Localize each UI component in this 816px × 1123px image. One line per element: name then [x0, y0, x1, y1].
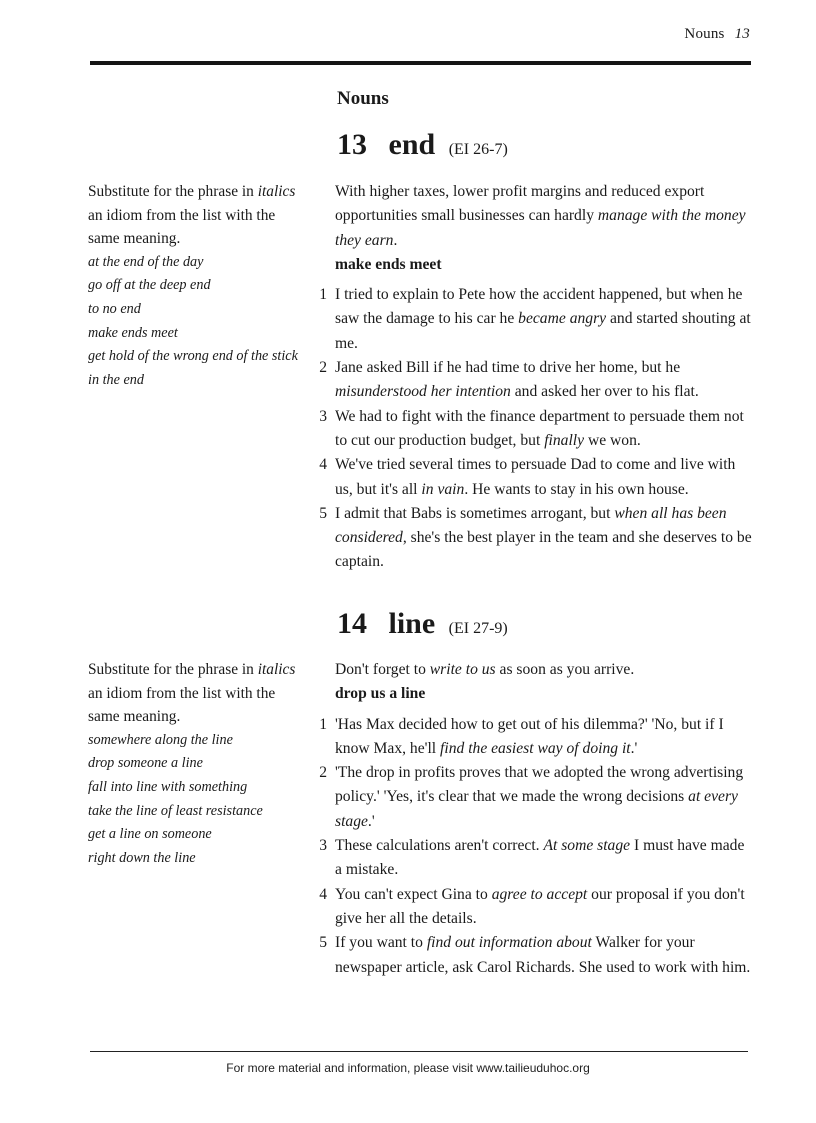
- idiom-item: get a line on someone: [88, 826, 212, 843]
- exercise-item: 3 We had to fight with the finance department to persuade them not to cut our production budget, but finally we won.: [319, 407, 744, 449]
- idiom-item: right down the line: [88, 849, 196, 866]
- top-rule: [90, 61, 751, 65]
- unit-13-exercise: [319, 180, 755, 575]
- idiom-item: somewhere along the line: [88, 731, 233, 748]
- idiom-item: take the line of least resistance: [88, 802, 263, 819]
- exercise-item: 1 I tried to explain to Pete how the accident happened, but when he saw the damage to his car he became angry and started shouting at me.: [319, 286, 751, 352]
- exercise-item: 4 You can't expect Gina to agree to accept our proposal if you don't give her all the details.: [319, 885, 745, 927]
- exercise-item: 1 'Has Max decided how to get out of his dilemma?' 'No, but if I know Max, he'll find the easiest way of doing it.': [319, 715, 724, 757]
- idiom-item: go off at the deep end: [88, 277, 211, 294]
- section-title: Nouns: [337, 88, 389, 109]
- running-head-section: Nouns: [684, 26, 725, 42]
- unit-13-sidebar: [88, 180, 303, 392]
- idiom-item: get hold of the wrong end of the stick: [88, 348, 298, 365]
- idiom-item: drop someone a line: [88, 755, 203, 772]
- unit-14-sidebar: [88, 658, 303, 870]
- example-sentence: With higher taxes, lower profit margins and reduced export opportunities small businesses can hardly manage with the money they earn.: [335, 183, 746, 249]
- exercise-item: 2 'The drop in profits proves that we adopted the wrong advertising policy.' 'Yes, it's clear that we made the wrong decisions at every stage.': [319, 764, 744, 830]
- idiom-item: to no end: [88, 300, 141, 317]
- idiom-item: make ends meet: [88, 324, 178, 341]
- unit-word: end: [388, 128, 436, 161]
- unit-14-heading: [337, 607, 508, 641]
- unit-reference: (EI 27-9): [448, 620, 508, 637]
- example-sentence: Don't forget to write to us as soon as you arrive.: [335, 661, 635, 678]
- instruction: Substitute for the phrase in italics an idiom from the list with the same meaning.: [88, 661, 296, 726]
- idiom-item: at the end of the day: [88, 253, 204, 270]
- example-answer: make ends meet: [335, 255, 442, 273]
- unit-word: line: [388, 607, 436, 640]
- exercise-item: 5 I admit that Babs is sometimes arrogant, but when all has been considered, she's the best player in the team and she deserves to be captain.: [319, 504, 752, 571]
- running-head: [684, 26, 750, 43]
- bottom-rule: [90, 1051, 748, 1052]
- exercise-item: 4 We've tried several times to persuade Dad to come and live with us, but it's all in vain. He wants to stay in his own house.: [319, 456, 736, 498]
- unit-13-heading: [337, 128, 508, 162]
- exercise-item: 5 If you want to find out information about Walker for your newspaper article, ask Carol Richards. She used to work with him.: [319, 934, 751, 976]
- instruction: Substitute for the phrase in italics an idiom from the list with the same meaning.: [88, 183, 296, 248]
- unit-14-exercise: [319, 658, 755, 980]
- unit-number: 14: [337, 607, 367, 640]
- exercise-item: 2 Jane asked Bill if he had time to drive her home, but he misunderstood her intention and asked her over to his flat.: [319, 359, 699, 401]
- unit-reference: (EI 26-7): [448, 141, 508, 158]
- idiom-item: in the end: [88, 371, 144, 388]
- page-number: 13: [734, 26, 750, 42]
- exercise-list: [319, 713, 755, 980]
- example-answer: drop us a line: [335, 685, 426, 703]
- exercise-list: [319, 283, 755, 575]
- idiom-list: [88, 251, 303, 393]
- footer-note: For more material and information, please visit www.tailieuduhoc.org: [226, 1061, 590, 1075]
- idiom-list: [88, 729, 303, 871]
- idiom-item: fall into line with something: [88, 778, 248, 795]
- exercise-item: 3 These calculations aren't correct. At some stage I must have made a mistake.: [319, 837, 745, 879]
- unit-number: 13: [337, 128, 367, 161]
